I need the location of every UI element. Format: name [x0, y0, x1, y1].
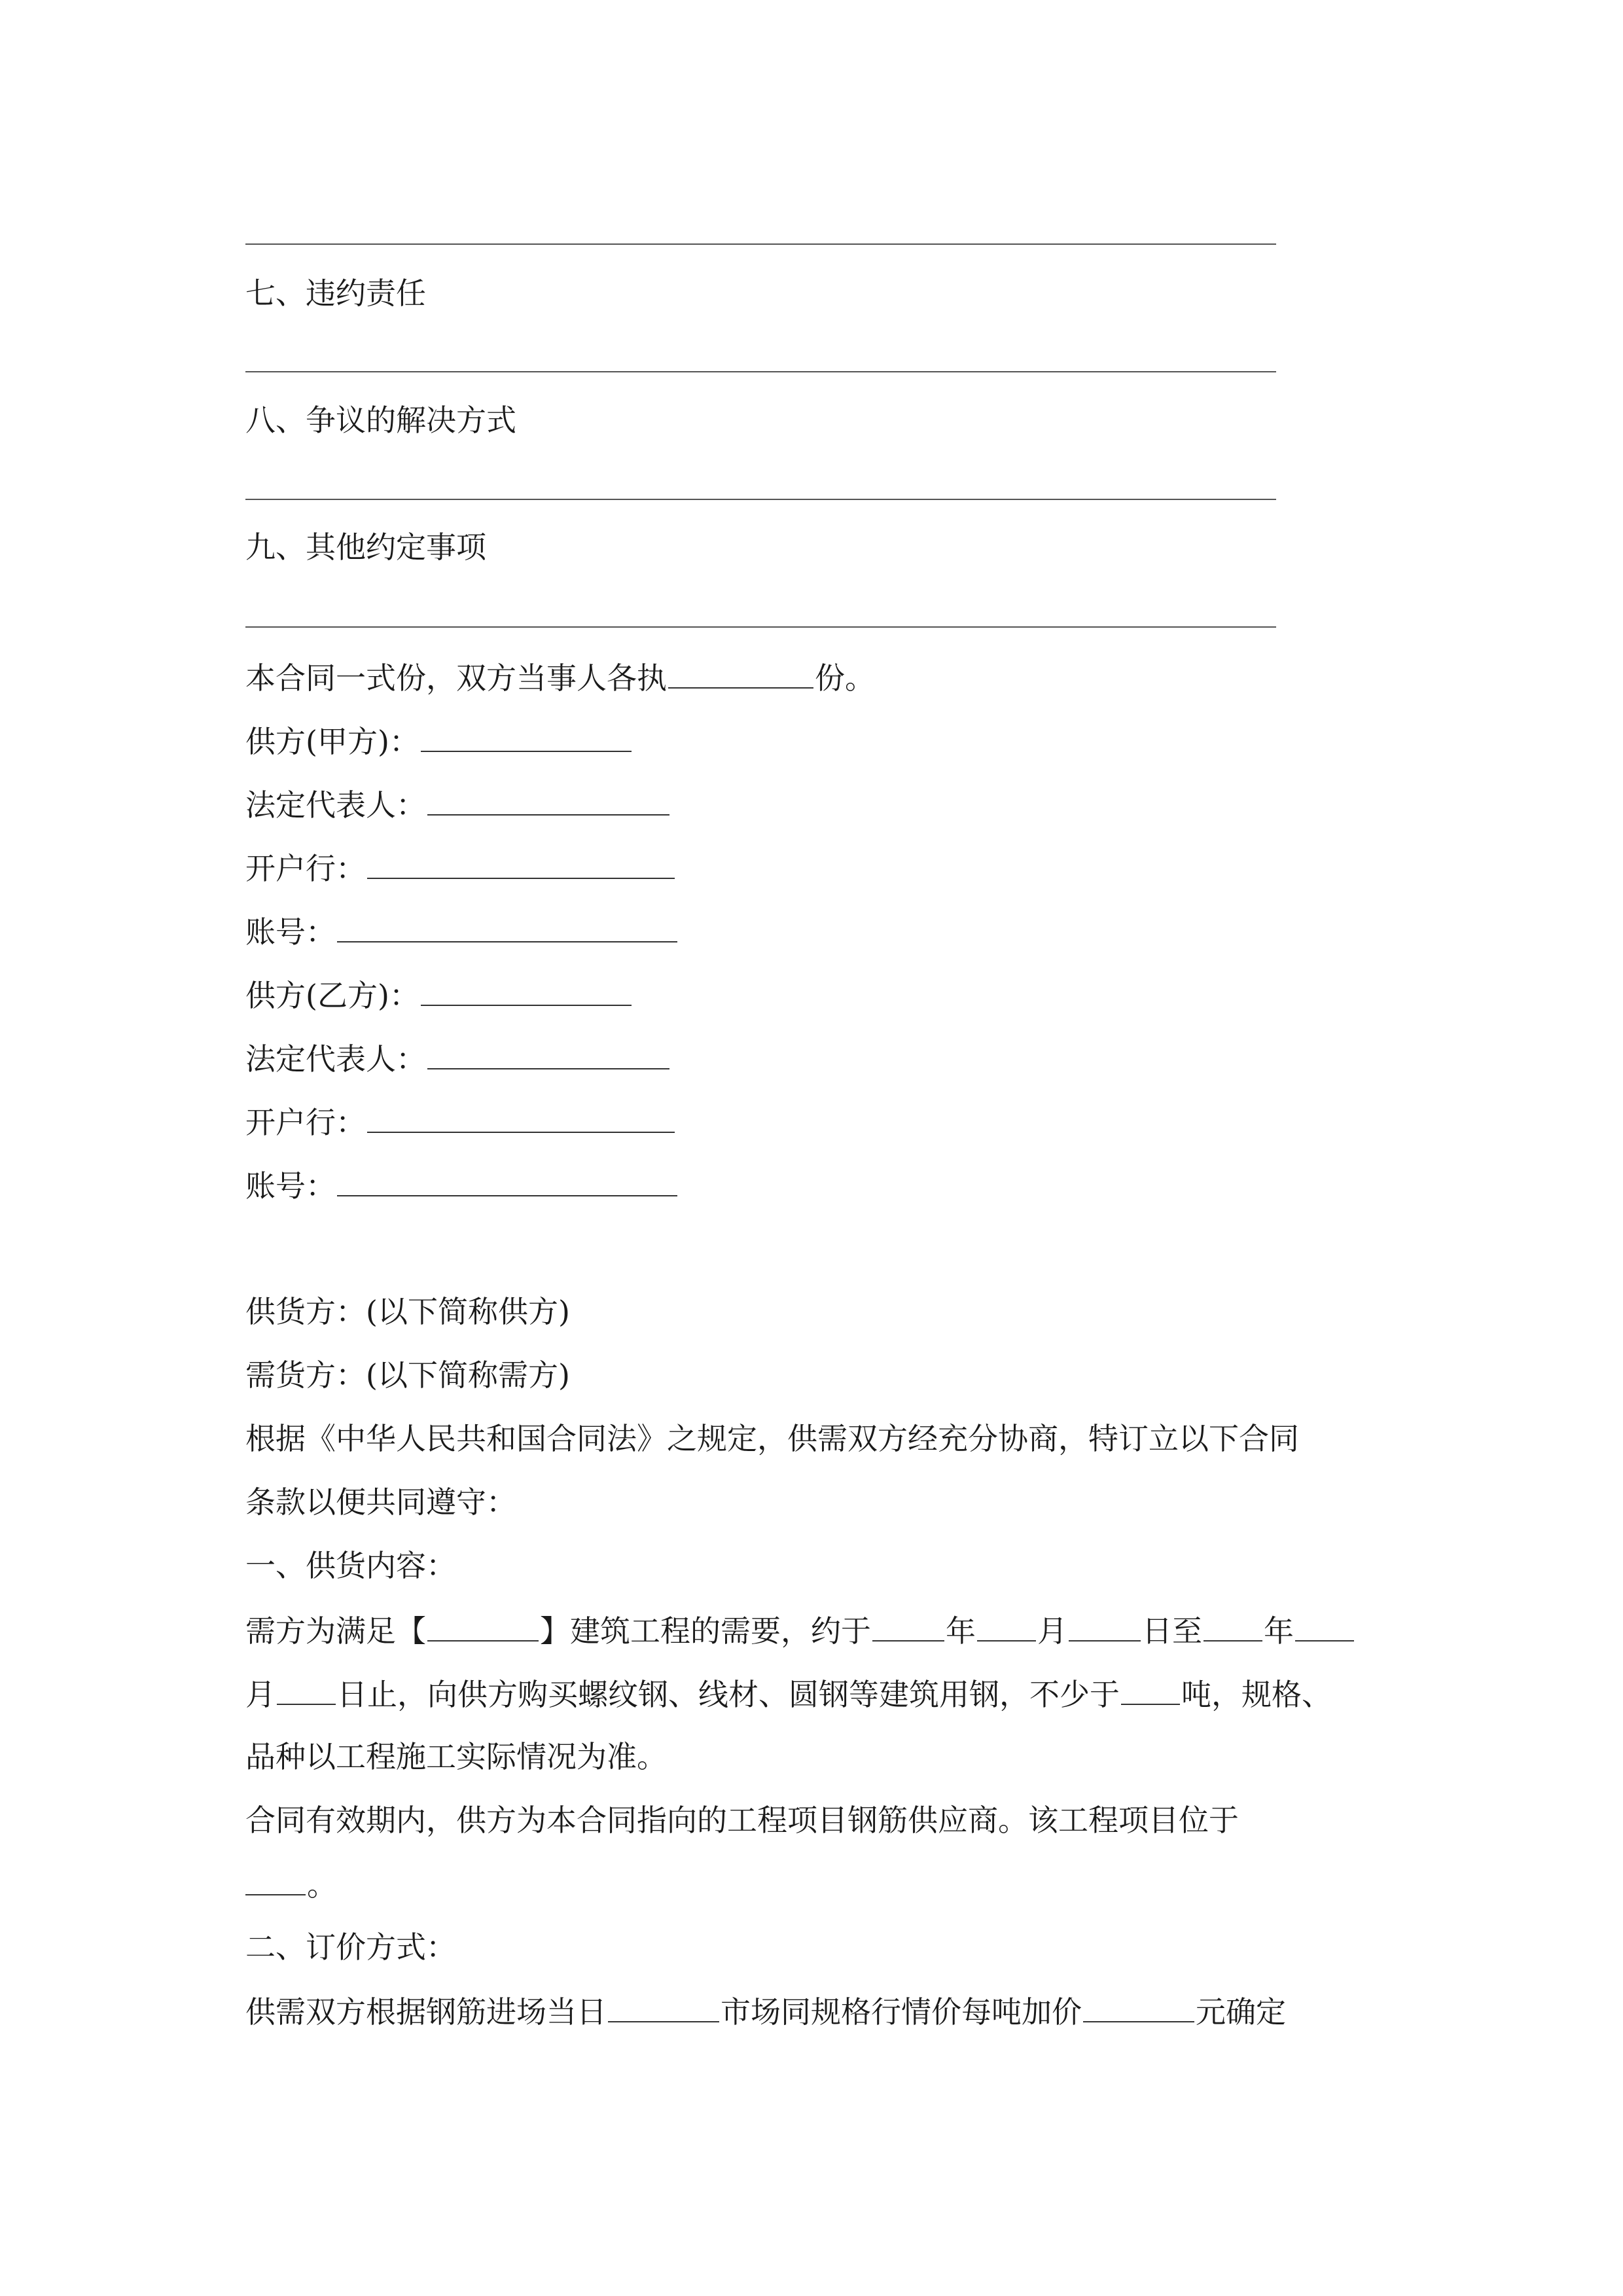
field-label: 法定代表人：	[245, 787, 426, 823]
party-a-supplier-blank[interactable]	[421, 721, 632, 752]
party-b-rep-blank[interactable]	[427, 1038, 669, 1069]
section2-title: 二、订价方式：	[245, 1929, 456, 1965]
tonnage-blank[interactable]	[1121, 1674, 1180, 1705]
start-day-blank[interactable]	[1069, 1610, 1141, 1641]
party-a-rep-blank[interactable]	[427, 784, 669, 816]
copies-line	[245, 657, 875, 698]
text: 】建筑工程的需要，约于	[540, 1613, 871, 1649]
text: 需方为满足【	[245, 1613, 426, 1649]
start-year-blank[interactable]	[872, 1610, 944, 1641]
text: 日至	[1142, 1613, 1202, 1649]
section1-line-2	[245, 1674, 1332, 1714]
intro-line-1: 根据《中华人民共和国合同法》之规定，供需双方经充分协商，特订立以下合同	[245, 1421, 1299, 1456]
field-label: 开户行：	[245, 851, 366, 886]
party-b-supplier-blank[interactable]	[421, 975, 632, 1006]
text: 日止，向供方购买螺纹钢、线材、圆钢等建筑用钢，不少于	[337, 1677, 1120, 1712]
section1-line-3: 品种以工程施工实际情况为准。	[245, 1739, 667, 1774]
field-label: 开户行：	[245, 1105, 366, 1140]
section1-line-4: 合同有效期内，供方为本合同指向的工程项目钢筋供应商。该工程项目位于	[245, 1803, 1239, 1838]
section-heading-breach: 七、违约责任	[245, 276, 426, 311]
party-a-bank	[245, 848, 676, 888]
party-b-supplier	[245, 975, 633, 1015]
party-b-rep	[245, 1038, 671, 1079]
text: 供需双方根据钢筋进场当日	[245, 1994, 607, 2030]
copies-blank[interactable]	[668, 657, 813, 689]
supplier-line: 供货方：(以下简称供方)	[245, 1294, 570, 1329]
project-location-blank[interactable]	[245, 1864, 306, 1895]
text: 。	[307, 1867, 337, 1903]
fill-line	[245, 243, 1276, 245]
party-a-rep	[245, 784, 671, 825]
party-b-account	[245, 1165, 679, 1206]
end-month-blank[interactable]	[1295, 1610, 1354, 1641]
end-day-blank[interactable]	[277, 1674, 336, 1705]
section2-line-1	[245, 1991, 1286, 2032]
copies-text: 本合同一式份，双方当事人各执	[245, 660, 667, 696]
section-heading-dispute: 八、争议的解决方式	[245, 403, 516, 438]
market-blank[interactable]	[608, 1991, 719, 2022]
markup-blank[interactable]	[1083, 1991, 1194, 2022]
party-b-bank-blank[interactable]	[367, 1102, 675, 1133]
party-a-account	[245, 911, 679, 952]
fill-line	[245, 499, 1276, 500]
fill-line	[245, 626, 1276, 628]
text: 元确定	[1196, 1994, 1286, 2030]
text: 市场同规格行情价每吨加价	[721, 1994, 1082, 2030]
text: 年	[1264, 1613, 1294, 1649]
party-a-bank-blank[interactable]	[367, 848, 675, 879]
field-label: 账号：	[245, 914, 336, 950]
fill-line	[245, 371, 1276, 372]
field-label: 供方(甲方)：	[245, 724, 419, 759]
start-month-blank[interactable]	[977, 1610, 1036, 1641]
section1-line-1	[245, 1610, 1355, 1651]
section1-title: 一、供货内容：	[245, 1548, 456, 1583]
text: 年	[946, 1613, 976, 1649]
field-label: 供方(乙方)：	[245, 978, 419, 1013]
text: 月	[245, 1677, 276, 1712]
project-name-blank[interactable]	[427, 1610, 539, 1641]
field-label: 账号：	[245, 1168, 336, 1204]
party-b-account-blank[interactable]	[337, 1165, 677, 1196]
field-label: 法定代表人：	[245, 1041, 426, 1077]
party-a-supplier	[245, 721, 633, 761]
copies-suffix: 份。	[815, 660, 875, 696]
end-year-blank[interactable]	[1204, 1610, 1262, 1641]
section1-line-5	[245, 1864, 337, 1905]
party-b-bank	[245, 1102, 676, 1142]
party-a-account-blank[interactable]	[337, 911, 677, 942]
text: 吨，规格、	[1181, 1677, 1332, 1712]
buyer-line: 需货方：(以下简称需方)	[245, 1357, 570, 1393]
intro-line-2: 条款以便共同遵守：	[245, 1484, 516, 1520]
section-heading-other: 九、其他约定事项	[245, 529, 486, 565]
text: 月	[1037, 1613, 1067, 1649]
